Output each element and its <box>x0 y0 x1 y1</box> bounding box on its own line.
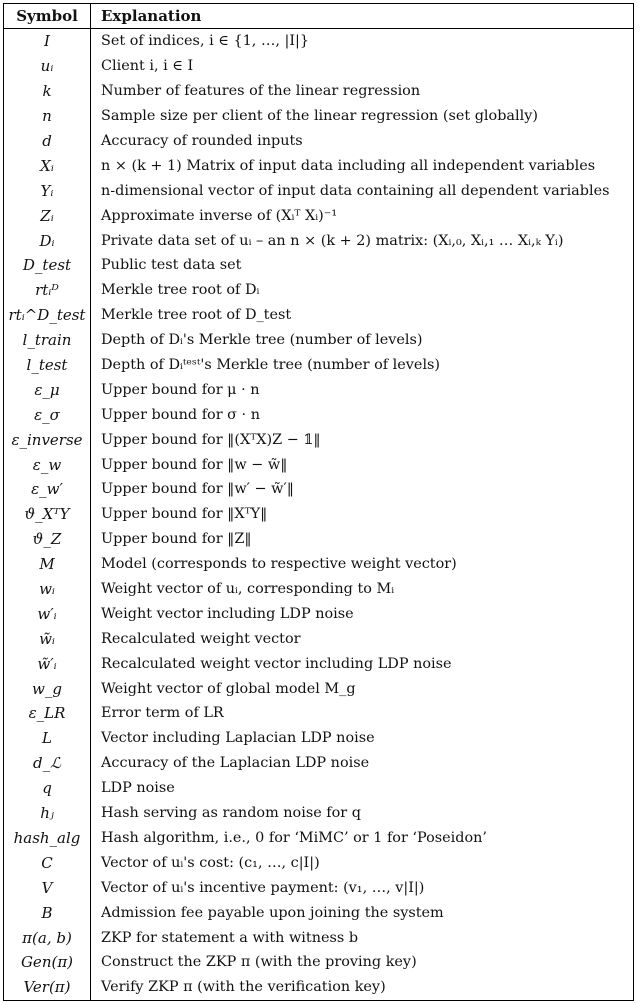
symbol-cell: k <box>4 79 91 104</box>
table-row <box>4 527 633 552</box>
table-row <box>4 826 633 851</box>
table-row <box>4 726 633 751</box>
table-row <box>4 178 633 203</box>
table-row <box>4 577 633 602</box>
explanation-cell: Depth of Dᵢ's Merkle tree (number of levels) <box>101 332 423 349</box>
table-row <box>4 129 633 154</box>
symbol-cell: π(a, b) <box>4 925 91 950</box>
symbol-cell: uᵢ <box>4 54 91 79</box>
symbol-cell: ϑ_XᵀY <box>4 502 91 527</box>
symbol-cell: l_train <box>4 328 91 353</box>
table-row <box>4 303 633 328</box>
explanation-cell: Depth of Dᵢᵗᵉˢᵗ's Merkle tree (number of levels) <box>101 357 441 374</box>
symbol-cell: Dᵢ <box>4 228 91 253</box>
symbol-cell: ε_μ <box>4 377 91 402</box>
symbol-cell: ε_LR <box>4 701 91 726</box>
symbol-cell: ϑ_Z <box>4 527 91 552</box>
explanation-cell: Upper bound for σ · n <box>101 406 260 423</box>
table-row <box>4 925 633 950</box>
symbol-cell: L <box>4 726 91 751</box>
explanation-cell: Upper bound for μ · n <box>101 381 260 398</box>
explanation-cell: Approximate inverse of (Xᵢᵀ Xᵢ)⁻¹ <box>101 207 338 224</box>
table-row <box>4 502 633 527</box>
symbol-cell: w̃ᵢ <box>4 626 91 651</box>
explanation-cell: Construct the ZKP π (with the proving key) <box>101 954 417 971</box>
explanation-cell: Set of indices, i ∈ {1, …, |I|} <box>101 33 310 50</box>
table-row <box>4 875 633 900</box>
explanation-cell: Merkle tree root of D_test <box>101 307 292 324</box>
explanation-cell: Upper bound for ‖Z‖ <box>101 531 252 548</box>
table-row <box>4 377 633 402</box>
explanation-column-header: Explanation <box>101 7 202 25</box>
explanation-cell: Number of features of the linear regression <box>101 83 421 100</box>
symbol-cell: I <box>4 29 91 54</box>
symbol-cell: wᵢ <box>4 577 91 602</box>
table-row <box>4 701 633 726</box>
table-row <box>4 552 633 577</box>
explanation-cell: n × (k + 1) Matrix of input data including all independent variables <box>101 157 596 174</box>
symbol-cell: Ver(π) <box>4 975 91 1000</box>
symbol-cell: D_test <box>4 253 91 278</box>
symbol-cell: q <box>4 776 91 801</box>
notation-table <box>3 3 634 1001</box>
symbol-cell: Yᵢ <box>4 178 91 203</box>
explanation-cell: Merkle tree root of Dᵢ <box>101 282 260 299</box>
table-row <box>4 676 633 701</box>
table-row <box>4 54 633 79</box>
symbol-cell: Xᵢ <box>4 153 91 178</box>
symbol-cell: l_test <box>4 353 91 378</box>
table-row <box>4 203 633 228</box>
symbol-column-header: Symbol <box>4 4 91 28</box>
table-row <box>4 253 633 278</box>
table-row <box>4 353 633 378</box>
table-row <box>4 651 633 676</box>
symbol-cell: d_ℒ <box>4 751 91 776</box>
table-row <box>4 29 633 54</box>
symbol-cell: ε_σ <box>4 402 91 427</box>
symbol-cell: M <box>4 552 91 577</box>
explanation-cell: Admission fee payable upon joining the system <box>101 904 444 921</box>
symbol-cell: V <box>4 875 91 900</box>
explanation-cell: Recalculated weight vector including LDP noise <box>101 655 452 672</box>
explanation-cell: Vector including Laplacian LDP noise <box>101 730 375 747</box>
explanation-cell: Private data set of uᵢ – an n × (k + 2) matrix: (Xᵢ,₀, Xᵢ,₁ … Xᵢ,ₖ Yᵢ) <box>101 232 564 249</box>
explanation-cell: Client i, i ∈ I <box>101 58 194 75</box>
symbol-cell: C <box>4 850 91 875</box>
table-row <box>4 153 633 178</box>
symbol-cell: rtᵢ^D_test <box>4 303 91 328</box>
table-body <box>4 29 633 1000</box>
table-row <box>4 850 633 875</box>
symbol-cell: Gen(π) <box>4 950 91 975</box>
table-row <box>4 801 633 826</box>
explanation-cell: Upper bound for ‖w′ − w̃′‖ <box>101 481 294 498</box>
symbol-cell: w_g <box>4 676 91 701</box>
table-row <box>4 452 633 477</box>
explanation-cell: Public test data set <box>101 257 242 274</box>
explanation-cell: Sample size per client of the linear regression (set globally) <box>101 108 538 125</box>
table-row <box>4 751 633 776</box>
explanation-cell: Model (corresponds to respective weight vector) <box>101 556 457 573</box>
table-row <box>4 402 633 427</box>
explanation-cell: Upper bound for ‖XᵀY‖ <box>101 506 268 523</box>
explanation-cell: Recalculated weight vector <box>101 630 301 647</box>
explanation-cell: ZKP for statement a with witness b <box>101 929 359 946</box>
explanation-cell: Accuracy of rounded inputs <box>101 133 303 149</box>
symbol-cell: hash_alg <box>4 826 91 851</box>
explanation-cell: Weight vector of uᵢ, corresponding to Mᵢ <box>101 581 395 598</box>
explanation-cell: Vector of uᵢ's cost: (c₁, …, c|I|) <box>101 854 320 871</box>
symbol-cell: w′ᵢ <box>4 601 91 626</box>
explanation-cell: Hash algorithm, i.e., 0 for ‘MiMC’ or 1 for ‘Poseidon’ <box>101 829 487 846</box>
symbol-cell: Zᵢ <box>4 203 91 228</box>
symbol-cell: ε_w <box>4 452 91 477</box>
explanation-cell: Weight vector of global model M_g <box>101 680 356 697</box>
table-row <box>4 79 633 104</box>
explanation-cell: Weight vector including LDP noise <box>101 605 354 622</box>
explanation-cell: Accuracy of the Laplacian LDP noise <box>101 755 370 772</box>
symbol-cell: ε_inverse <box>4 427 91 452</box>
table-row <box>4 328 633 353</box>
table-row <box>4 950 633 975</box>
symbol-cell: w̃′ᵢ <box>4 651 91 676</box>
explanation-cell: LDP noise <box>101 780 175 797</box>
explanation-cell: Error term of LR <box>101 705 224 722</box>
explanation-cell: Vector of uᵢ's incentive payment: (v₁, …, v|I|) <box>101 879 425 896</box>
explanation-cell: Verify ZKP π (with the verification key) <box>101 979 386 996</box>
symbol-cell: d <box>4 129 91 154</box>
table-row <box>4 975 633 1000</box>
explanation-cell: Upper bound for ‖(XᵀX)Z − 𝟙‖ <box>101 431 321 448</box>
table-row <box>4 601 633 626</box>
table-row <box>4 626 633 651</box>
explanation-cell: n-dimensional vector of input data containing all dependent variables <box>101 182 610 199</box>
table-row <box>4 104 633 129</box>
explanation-cell: Hash serving as random noise for q <box>101 805 361 822</box>
symbol-cell: B <box>4 900 91 925</box>
explanation-cell: Upper bound for ‖w − w̃‖ <box>101 456 288 473</box>
symbol-cell: ε_w′ <box>4 477 91 502</box>
table-row <box>4 477 633 502</box>
table-row <box>4 228 633 253</box>
table-row <box>4 900 633 925</box>
symbol-cell: hⱼ <box>4 801 91 826</box>
symbol-cell: n <box>4 104 91 129</box>
table-row <box>4 427 633 452</box>
table-header <box>4 4 633 29</box>
table-row <box>4 776 633 801</box>
table-row <box>4 278 633 303</box>
symbol-cell: rtᵢᴰ <box>4 278 91 303</box>
